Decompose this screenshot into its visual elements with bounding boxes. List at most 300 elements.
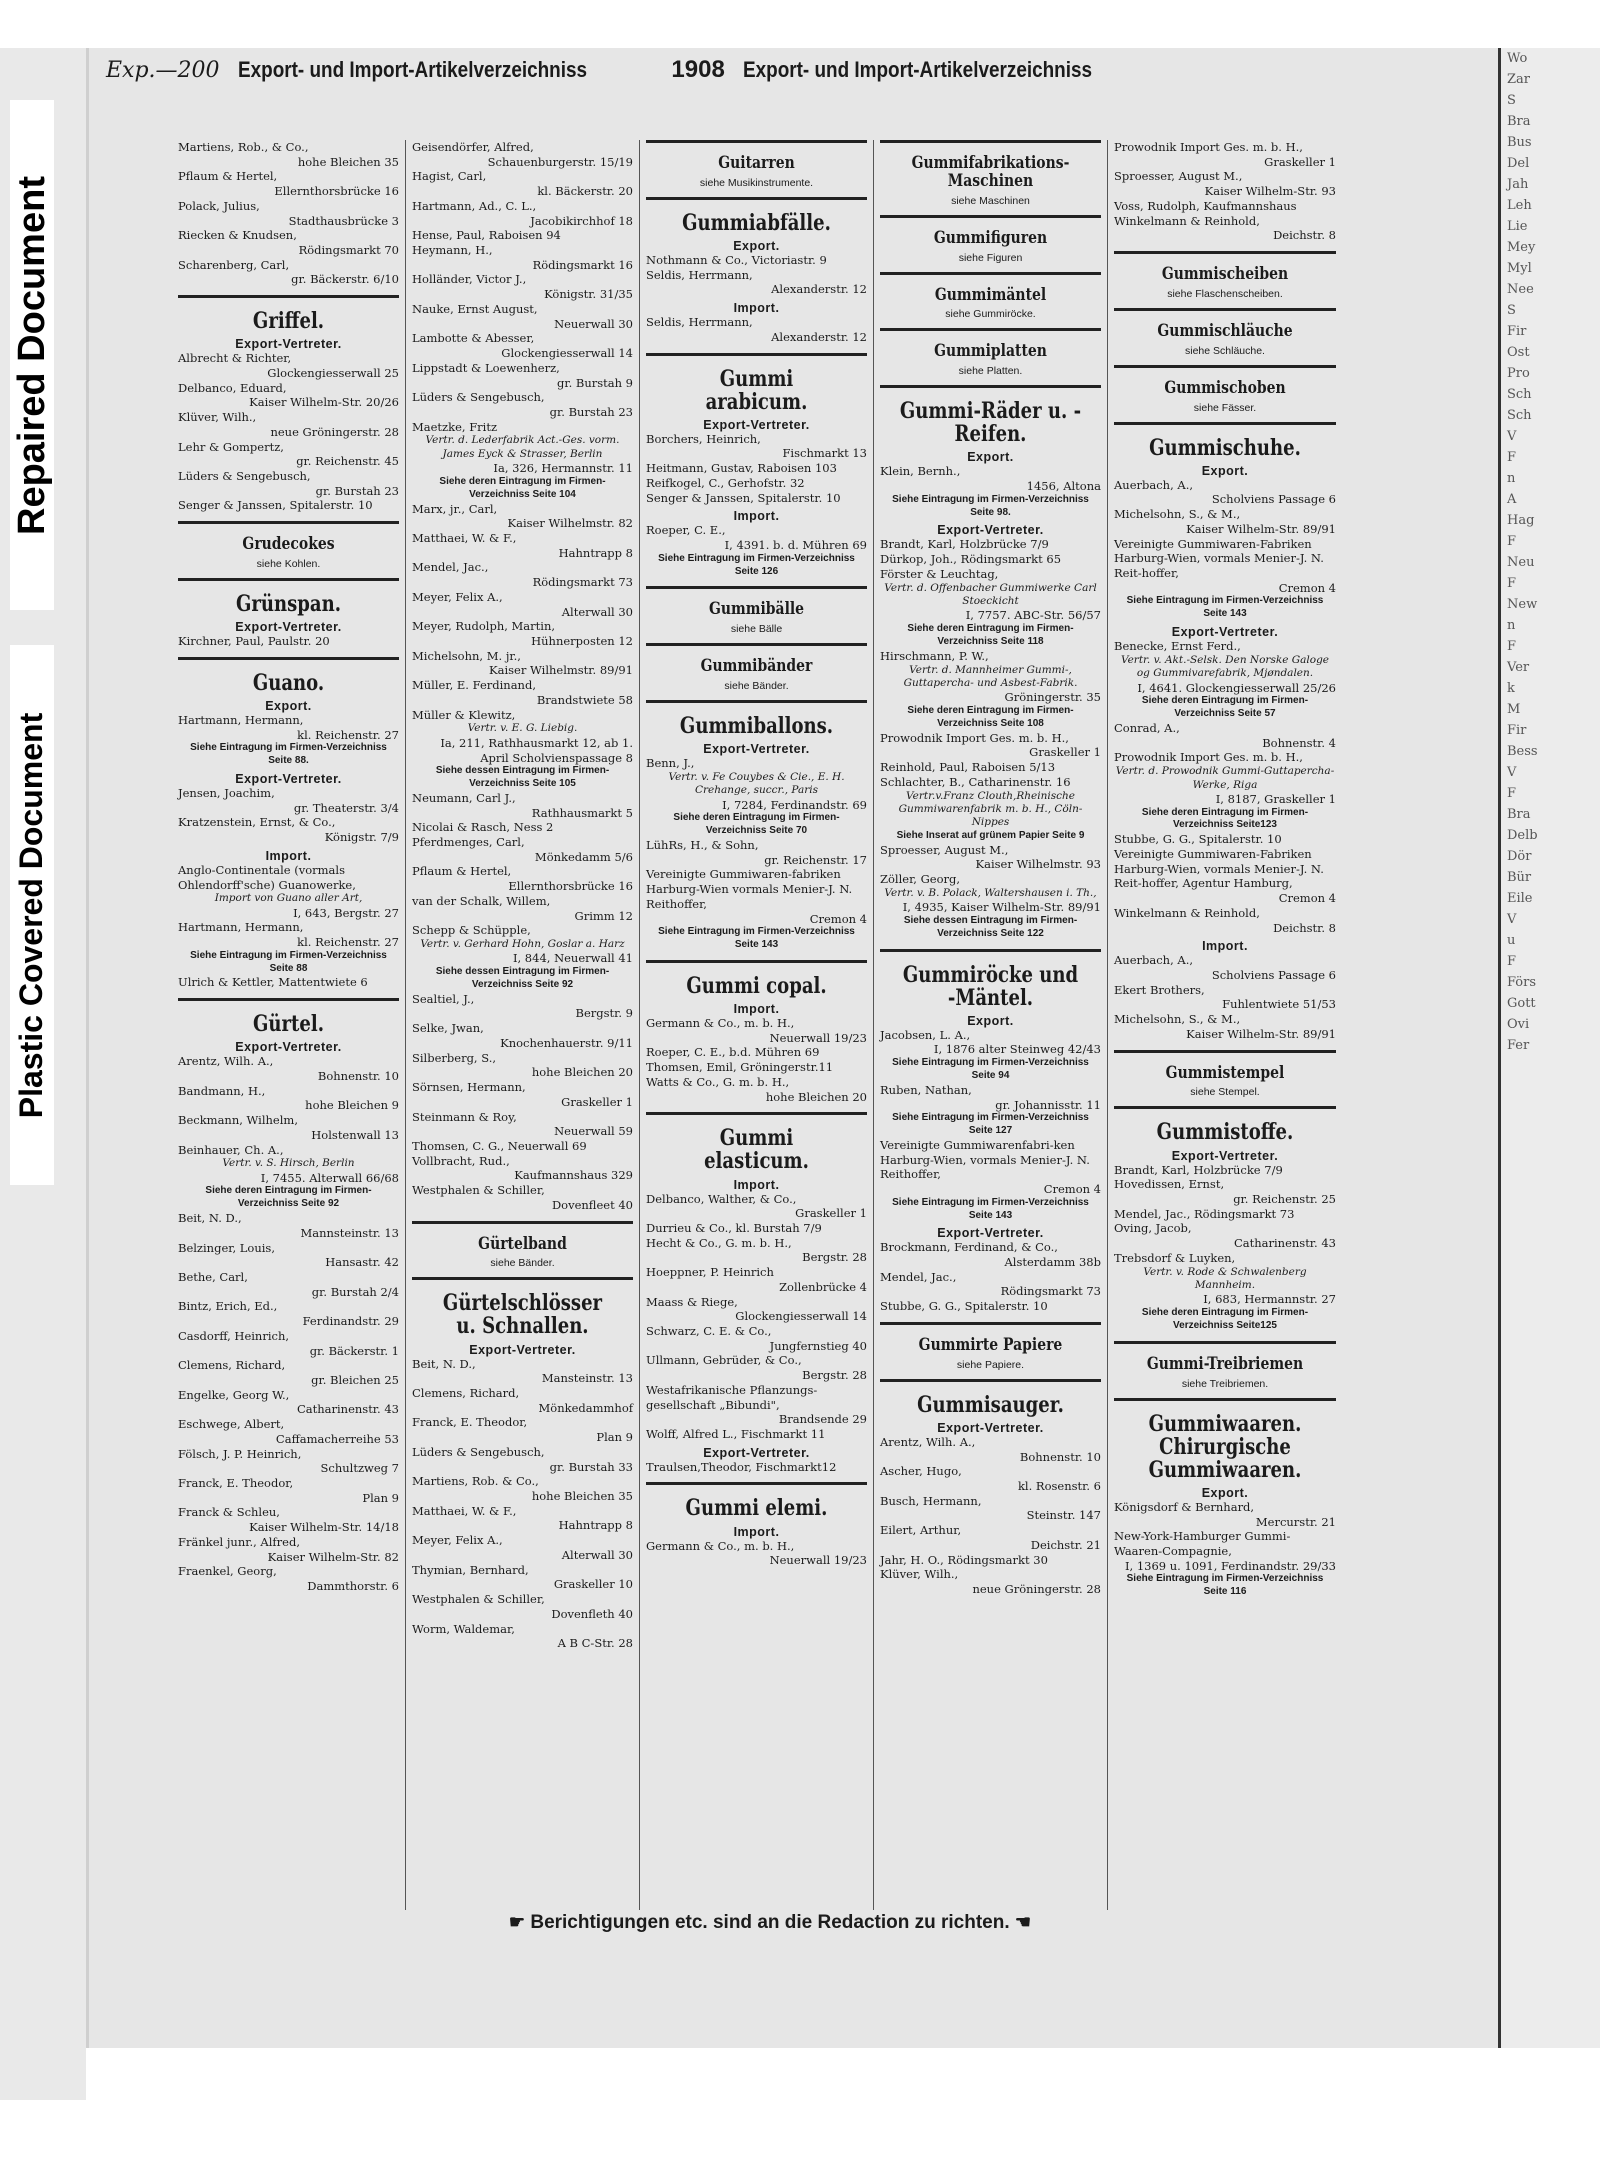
margin-fragment: Ovi (1507, 1017, 1530, 1032)
list-item (880, 1464, 1101, 1493)
entry-name: Winkelmann & Reinhold, (1114, 213, 1260, 228)
list-item (880, 1270, 1101, 1299)
entry-address: Alsterdamm 38b (1004, 1255, 1101, 1270)
list-item (412, 678, 633, 707)
entry-address: Catharinenstr. 43 (296, 1402, 399, 1417)
directory-column (874, 140, 1108, 1910)
list-item (178, 863, 399, 921)
list-item (646, 253, 867, 268)
margin-fragment: V (1507, 765, 1517, 780)
entry-name: Pferdmenges, Carl, (412, 834, 525, 849)
entry-address: Knochenhauerstr. 9/11 (500, 1035, 633, 1050)
entry-reference: Siehe Eintragung im Firmen-Verzeichniss Seite 88 (190, 949, 387, 974)
entry-name: Arentz, Wilh. A., (880, 1434, 976, 1449)
margin-fragment: F (1507, 534, 1517, 549)
list-item (178, 1564, 399, 1593)
entry-name: Bintz, Erich, Ed., (178, 1299, 278, 1314)
entry-address: Rödingsmarkt 70 (298, 243, 399, 258)
list-item (178, 140, 399, 169)
list-item (412, 708, 633, 791)
list-item (1114, 214, 1336, 243)
list-item (1114, 832, 1336, 847)
entry-name: Thymian, Bernhard, (412, 1562, 529, 1577)
entry-name: Schepp & Schüpple, (412, 923, 531, 938)
entry-name: Vollbracht, Rud., (412, 1153, 510, 1168)
entry-address: Ia, 326, Hermannstr. 11 (493, 461, 633, 476)
entry-name: Engelke, Georg W., (178, 1387, 290, 1402)
margin-fragment: Leh (1507, 198, 1532, 213)
list-item (178, 1299, 399, 1328)
margin-fragment: u (1507, 933, 1516, 948)
entry-name: Ascher, Hugo, (880, 1464, 962, 1479)
margin-fragment: Del (1507, 156, 1530, 171)
entry-name: Lüders & Sengebusch, (412, 1444, 545, 1459)
list-item (880, 1435, 1101, 1464)
section-heading: Gummischuhe. (1149, 434, 1301, 461)
entry-note: Vertr. v. B. Polack, Waltershausen i. Th., (884, 886, 1097, 899)
list-item (1114, 847, 1336, 906)
subsection-label: Export-Vertreter. (235, 1040, 342, 1055)
list-item (412, 1357, 633, 1386)
list-item (880, 537, 1101, 552)
entry-address: Holstenwall 13 (311, 1127, 399, 1142)
entry-address: Zollenbrücke 4 (779, 1279, 867, 1294)
subsection-label: Export-Vertreter. (937, 1226, 1044, 1241)
entry-name: Mendel, Jac., (880, 1269, 957, 1284)
list-item (178, 1329, 399, 1358)
entry-name: Seldis, Herrmann, (646, 315, 753, 330)
entry-name: Hovedissen, Ernst, (1114, 1177, 1225, 1192)
entry-address: kl. Bäckerstr. 20 (537, 184, 633, 199)
entry-reference: Siehe Eintragung im Firmen-Verzeichniss Seite 143 (1126, 595, 1324, 620)
subsection-label: Export-Vertreter. (469, 1342, 576, 1357)
entry-address: Bergstr. 9 (575, 1006, 633, 1021)
entry-name: Martiens, Rob., & Co., (178, 140, 309, 154)
subsection-label: Export. (967, 1013, 1014, 1028)
entry-reference: Siehe deren Eintragung im Firmen-Verzeichniss Seite 57 (1141, 695, 1309, 720)
directory-section (880, 385, 1101, 940)
list-item (178, 469, 399, 498)
list-item (646, 432, 867, 461)
entry-address: kl. Reichenstr. 27 (297, 935, 399, 950)
list-item (1114, 1163, 1336, 1178)
list-item (880, 731, 1101, 760)
list-item (1114, 906, 1336, 935)
directory-section (1114, 1106, 1336, 1332)
directory-section (880, 1322, 1101, 1371)
subsection-label: Import. (733, 1002, 780, 1017)
entry-address: Plan 9 (596, 1430, 633, 1445)
directory-section (880, 949, 1101, 1314)
entry-name: Vereinigte Gummiwaren-fabriken Harburg-Wien vormals Menier-J. N. Reithoffer, (646, 867, 853, 911)
section-heading: Gummibälle (708, 599, 805, 620)
list-item (412, 502, 633, 531)
entry-address: Ellernthorsbrücke 16 (274, 184, 399, 199)
entry-address: hohe Bleichen 20 (765, 1089, 867, 1104)
directory-section (646, 1482, 867, 1568)
entry-address: Mannsteinstr. 13 (300, 1225, 399, 1240)
entry-address: gr. Burstah 2/4 (311, 1284, 399, 1299)
list-item (178, 1084, 399, 1113)
entry-address: Mercurstr. 21 (1255, 1514, 1336, 1529)
list-item (646, 867, 867, 951)
entry-name: Clemens, Richard, (178, 1358, 286, 1373)
entry-address: gr. Bäckerstr. 1 (309, 1343, 399, 1358)
entry-name: Klüver, Wilh., (880, 1567, 959, 1582)
directory-section (1114, 1341, 1336, 1390)
list-item (880, 775, 1101, 843)
entry-reference: Siehe deren Eintragung im Firmen-Verzeichniss Seite 70 (673, 812, 840, 837)
entry-address: Deichstr. 8 (1273, 920, 1336, 935)
section-heading: Guano. (252, 669, 325, 696)
list-item (1114, 537, 1336, 621)
margin-fragment: Gott (1507, 996, 1536, 1011)
entry-name: Reifkogel, C., Gerhofstr. 32 (646, 475, 805, 490)
entry-address: Deichstr. 21 (1030, 1537, 1101, 1552)
entry-name: Brockmann, Ferdinand, & Co., (880, 1240, 1058, 1255)
entry-address: hohe Bleichen 35 (531, 1489, 633, 1504)
entry-address: I, 683, Hermannstr. 27 (1203, 1292, 1336, 1307)
entry-name: Jacobsen, L. A., (880, 1027, 971, 1042)
entry-name: Prowodnik Import Ges. m. b. H., (880, 730, 1069, 745)
list-item (880, 1240, 1101, 1269)
list-item (412, 531, 633, 560)
list-item (412, 619, 633, 648)
entry-name: Beckmann, Wilhelm, (178, 1113, 298, 1128)
list-item (1114, 1177, 1336, 1206)
section-heading: Gummistoffe. (1156, 1119, 1294, 1146)
entry-name: Auerbach, A., (1114, 953, 1194, 968)
entry-address: I, 643, Bergstr. 27 (293, 905, 399, 920)
margin-fragment: V (1507, 912, 1517, 927)
entry-address: Kaiser Wilhelm-Str. 89/91 (1186, 521, 1336, 536)
margin-fragment: F (1507, 450, 1517, 465)
entry-note: Vertr. d. Lederfabrik Act.-Ges. vorm. James Eyck & Strasser, Berlin (425, 434, 620, 460)
entry-name: Clemens, Richard, (412, 1386, 520, 1400)
margin-fragment: Fir (1507, 324, 1527, 339)
pointing-hand-icon: ☛ (508, 1912, 526, 1932)
entry-address: Kaufmannshaus 329 (514, 1168, 633, 1183)
section-reference: siehe Papiere. (956, 1358, 1025, 1371)
list-item (1114, 1207, 1336, 1222)
list-item (412, 331, 633, 360)
section-heading: Gürtel. (253, 1011, 324, 1038)
section-heading: Gummi copal. (686, 972, 827, 999)
entry-name: Benecke, Ernst Ferd., (1114, 639, 1241, 653)
section-reference: siehe Platten. (958, 365, 1023, 378)
section-heading: Gürtelschlösser u. Schnallen. (442, 1290, 603, 1340)
list-item (178, 440, 399, 469)
entry-name: Winkelmann & Reinhold, (1114, 905, 1260, 920)
entry-reference: Siehe deren Eintragung im Firmen-Verzeichniss Seite 92 (205, 1185, 372, 1210)
entry-name: Mendel, Jac., (412, 560, 489, 575)
list-item (412, 791, 633, 820)
list-item (178, 1417, 399, 1446)
entry-name: Kratzenstein, Ernst, & Co., (178, 815, 336, 830)
entry-address: gr. Burstah 23 (549, 404, 633, 419)
entry-address: Stadthausbrücke 3 (288, 213, 399, 228)
list-item (178, 381, 399, 410)
entry-address: Fischmarkt 13 (782, 446, 867, 461)
list-item (880, 1028, 1101, 1083)
entry-address: Graskeller 1 (1264, 154, 1336, 169)
list-item (880, 1138, 1101, 1222)
list-item (178, 1447, 399, 1476)
list-item (880, 1299, 1101, 1314)
entry-name: Watts & Co., G. m. b. H., (646, 1074, 790, 1089)
directory-section (178, 998, 399, 1594)
section-heading: Gummiballons. (679, 713, 834, 740)
entry-name: Vereinigte Gummiwarenfabri-ken Harburg-Wien, vormals Menier-J. N. Reithoffer, (880, 1137, 1090, 1182)
entry-address: Fuhlentwiete 51/53 (1222, 997, 1336, 1012)
entry-address: Neuerwall 19/23 (769, 1030, 867, 1045)
list-item (412, 302, 633, 331)
entry-reference: Siehe Eintragung im Firmen-Verzeichniss Seite 127 (892, 1112, 1089, 1137)
list-item (412, 420, 633, 502)
page-footer: ☛ Berichtigungen etc. sind an die Redaction zu richten. ☚ (508, 1912, 1032, 1933)
section-heading: Gürtelband (478, 1233, 567, 1254)
margin-fragment: n (1507, 471, 1516, 486)
directory-section (880, 140, 1101, 207)
entry-name: Bethe, Carl, (178, 1269, 248, 1284)
entry-name: Anglo-Continentale (vormals Ohlendorff'sche) Guanowerke, (178, 862, 356, 892)
list-item (646, 315, 867, 344)
margin-fragment: Jah (1507, 177, 1529, 192)
list-item (646, 1295, 867, 1324)
margin-fragment: Delb (1507, 828, 1538, 843)
margin-fragment: F (1507, 639, 1517, 654)
section-reference: siehe Schläuche. (1185, 344, 1265, 357)
entry-address: Bohnenstr. 4 (1262, 735, 1336, 750)
entry-name: Lehr & Gompertz, (178, 439, 284, 454)
section-reference: siehe Bänder. (490, 1257, 555, 1270)
entry-name: Conrad, A., (1114, 720, 1180, 735)
directory-column (172, 140, 406, 1910)
subsection-label: Export-Vertreter. (235, 620, 342, 635)
entry-name: Franck, E. Theodor, (178, 1476, 294, 1490)
entry-name: Casdorff, Heinrich, (178, 1328, 290, 1343)
subsection-label: Import. (733, 1177, 780, 1192)
list-item (178, 351, 399, 380)
list-item (880, 760, 1101, 775)
list-item (178, 1211, 399, 1240)
section-heading: Gummiabfälle. (682, 209, 831, 236)
entry-address: Glockengiesserwall 14 (735, 1309, 867, 1324)
entry-address: Caffamacherreihe 53 (275, 1431, 399, 1446)
margin-fragment: Bra (1507, 114, 1531, 129)
entry-address: Rödingsmarkt 73 (532, 575, 633, 590)
entry-name: Matthaei, W. & F., (412, 1503, 517, 1518)
entry-address: Alterwall 30 (561, 1547, 633, 1562)
list-item (412, 199, 633, 228)
entry-address: gr. Theaterstr. 3/4 (293, 800, 399, 815)
entry-reference: Siehe Inserat auf grünem Papier Seite 9 (896, 829, 1085, 841)
entry-name: Ullmann, Gebrüder, & Co., (646, 1353, 802, 1368)
entry-name: Voss, Rudolph, Kaufmannshaus (1114, 198, 1297, 213)
entry-name: Beit, N. D., (412, 1356, 476, 1371)
subsection-label: Export-Vertreter. (703, 417, 810, 432)
list-item (412, 169, 633, 198)
entry-address: neue Gröningerstr. 28 (972, 1582, 1101, 1597)
margin-fragment: Hag (1507, 513, 1535, 528)
entry-name: Hartmann, Hermann, (178, 712, 304, 727)
list-item (646, 1045, 867, 1060)
subsection-label: Export. (1201, 463, 1249, 478)
list-item (178, 228, 399, 257)
entry-name: Jensen, Joachim, (178, 785, 275, 800)
list-item (178, 1505, 399, 1534)
entry-name: Lüders & Sengebusch, (178, 469, 311, 484)
entry-address: Hühnerposten 12 (531, 634, 633, 649)
margin-fragment: Bess (1507, 744, 1538, 759)
entry-reference: Siehe Eintragung im Firmen-Verzeichniss Seite 116 (1126, 1573, 1324, 1598)
directory-section (880, 272, 1101, 321)
directory-section (178, 140, 399, 287)
entry-reference: Siehe deren Eintragung im Firmen-Verzeichniss Seite 108 (907, 705, 1074, 729)
entry-name: Fränkel junr., Alfred, (178, 1534, 300, 1549)
entry-name: Schlachter, B., Catharinenstr. 16 (880, 774, 1071, 789)
entry-name: Silberberg, S., (412, 1050, 497, 1065)
entry-name: Delbanco, Walther, & Co., (646, 1191, 797, 1206)
section-heading: Gummifabrikations-Maschinen (911, 153, 1070, 191)
section-reference: siehe Bälle (730, 623, 783, 636)
entry-note: Vertr. v. Akt.-Selsk. Den Norske Galoge og Gummivarefabrik, Mjøndalen. (1120, 653, 1330, 680)
section-reference: siehe Kohlen. (256, 558, 321, 571)
list-item (412, 1110, 633, 1139)
margin-fragment: Pro (1507, 366, 1530, 381)
entry-name: Hagist, Carl, (412, 169, 487, 184)
list-item (412, 835, 633, 864)
list-item (178, 786, 399, 815)
entry-note: Vertr. d. Prowodnik Gummi-Guttapercha-Werke, Riga (1115, 765, 1335, 791)
entry-address: I, 8187, Graskeller 1 (1215, 791, 1336, 806)
entry-name: Arentz, Wilh. A., (178, 1054, 274, 1069)
list-item (412, 894, 633, 923)
entry-reference: Siehe deren Eintragung im Firmen-Verzeichniss Seite125 (1141, 1307, 1309, 1331)
entry-name: Seldis, Herrmann, (646, 267, 753, 282)
entry-address: Bohnenstr. 10 (1019, 1449, 1101, 1464)
section-heading: Gummibänder (700, 656, 813, 677)
list-item (412, 590, 633, 619)
entry-address: I, 7284, Ferdinandstr. 69 (722, 797, 867, 812)
directory-section (880, 328, 1101, 377)
entry-name: Marx, jr., Carl, (412, 501, 498, 516)
list-item (412, 361, 633, 390)
entry-address: Jacobikirchhof 18 (530, 213, 633, 228)
directory-section (178, 295, 399, 513)
entry-address: gr. Burstah 9 (556, 375, 633, 390)
list-item (646, 461, 867, 476)
margin-fragment: Neu (1507, 555, 1535, 570)
entry-name: Eschwege, Albert, (178, 1417, 285, 1432)
list-item (646, 1236, 867, 1265)
list-item (178, 1388, 399, 1417)
directory-section (1114, 1050, 1336, 1099)
entry-name: Pflaum & Hertel, (412, 864, 512, 879)
list-item (178, 1476, 399, 1505)
entry-name: Meyer, Felix A., (412, 589, 503, 604)
list-item (880, 872, 1101, 940)
list-item (1114, 953, 1336, 982)
margin-fragment: Fir (1507, 723, 1527, 738)
entry-address: Schultzweg 7 (320, 1461, 399, 1476)
entry-address: Brandsende 29 (778, 1412, 867, 1427)
list-item (178, 498, 399, 513)
entry-address: Rödingsmarkt 73 (1000, 1284, 1101, 1299)
entry-note: Vertr. v. Fe Couybes & Cie., E. H. Crehange, succr., Paris (668, 770, 845, 797)
margin-fragment: Myl (1507, 261, 1532, 276)
entry-address: Glockengiesserwall 14 (501, 346, 633, 361)
directory-section (880, 1379, 1101, 1597)
section-reference: siehe Figuren (958, 251, 1023, 264)
list-item (178, 1143, 399, 1211)
list-item (412, 1415, 633, 1444)
entry-name: Benn, J., (646, 756, 695, 771)
entry-name: Klüver, Wilh., (178, 410, 257, 425)
entry-address: gr. Burstah 33 (549, 1459, 633, 1474)
entry-address: Hansastr. 42 (325, 1255, 399, 1270)
entry-address: Bohnenstr. 10 (317, 1069, 399, 1083)
list-item (412, 1504, 633, 1533)
list-item (1114, 1251, 1336, 1333)
entry-address: Cremon 4 (809, 911, 867, 926)
side-label-plastic: Plastic Covered Document (10, 645, 54, 1185)
list-item (412, 1533, 633, 1562)
entry-name: Borchers, Heinrich, (646, 431, 761, 446)
entry-name: Michelsohn, M. jr., (412, 648, 521, 663)
entry-reference: Siehe deren Eintragung im Firmen-Verzeichniss Seite 118 (907, 623, 1074, 647)
section-heading: Gummisauger. (917, 1391, 1064, 1418)
entry-name: Belzinger, Louis, (178, 1240, 275, 1255)
entry-address: Kaiser Wilhelm-Str. 20/26 (249, 395, 399, 410)
subsection-label: Import. (733, 301, 780, 316)
list-item (412, 820, 633, 835)
entry-address: Graskeller 10 (553, 1577, 633, 1592)
list-item (178, 920, 399, 975)
section-heading: Gummistempel (1165, 1062, 1285, 1083)
entry-name: Sproesser, August M., (1114, 169, 1243, 184)
entry-note: Vertr. v. Rode & Schwalenberg Mannheim. (1143, 1265, 1307, 1291)
directory-section (646, 140, 867, 189)
list-item (646, 1060, 867, 1075)
margin-fragment: Sch (1507, 408, 1532, 423)
list-item (646, 1324, 867, 1353)
list-item (178, 199, 399, 228)
section-heading: Grudecokes (242, 534, 335, 555)
list-item (880, 464, 1101, 519)
entry-name: Brandt, Karl, Holzbrücke 7/9 (880, 537, 1049, 552)
entry-name: Westphalen & Schiller, (412, 1592, 545, 1607)
directory-section (1114, 422, 1336, 1042)
directory-section (646, 1112, 867, 1474)
entry-address: Kaiser Wilhelm-Str. 14/18 (249, 1520, 399, 1535)
entry-address: Dovenfleth 40 (551, 1606, 633, 1621)
list-item (646, 1221, 867, 1236)
list-item (1114, 1529, 1336, 1599)
entry-name: Meyer, Rudolph, Martin, (412, 619, 556, 634)
subsection-label: Export. (967, 450, 1014, 465)
entry-note: Vertr. v. Gerhard Hohn, Goslar a. Harz (420, 938, 625, 950)
entry-reference: Siehe deren Eintragung im Firmen-Verzeichniss Seite123 (1141, 806, 1309, 831)
entry-name: Schwarz, C. E. & Co., (646, 1324, 772, 1338)
entry-address: gr. Reichenstr. 45 (296, 454, 399, 469)
section-reference: siehe Stempel. (1190, 1086, 1260, 1099)
entry-address: I, 1369 u. 1091, Ferdinandstr. 29/33 (1124, 1558, 1336, 1573)
entry-address: Catharinenstr. 43 (1233, 1236, 1336, 1251)
entry-address: A B C-Str. 28 (557, 1636, 633, 1651)
entry-name: Klein, Bernh., (880, 464, 961, 479)
directory-section (646, 700, 867, 952)
